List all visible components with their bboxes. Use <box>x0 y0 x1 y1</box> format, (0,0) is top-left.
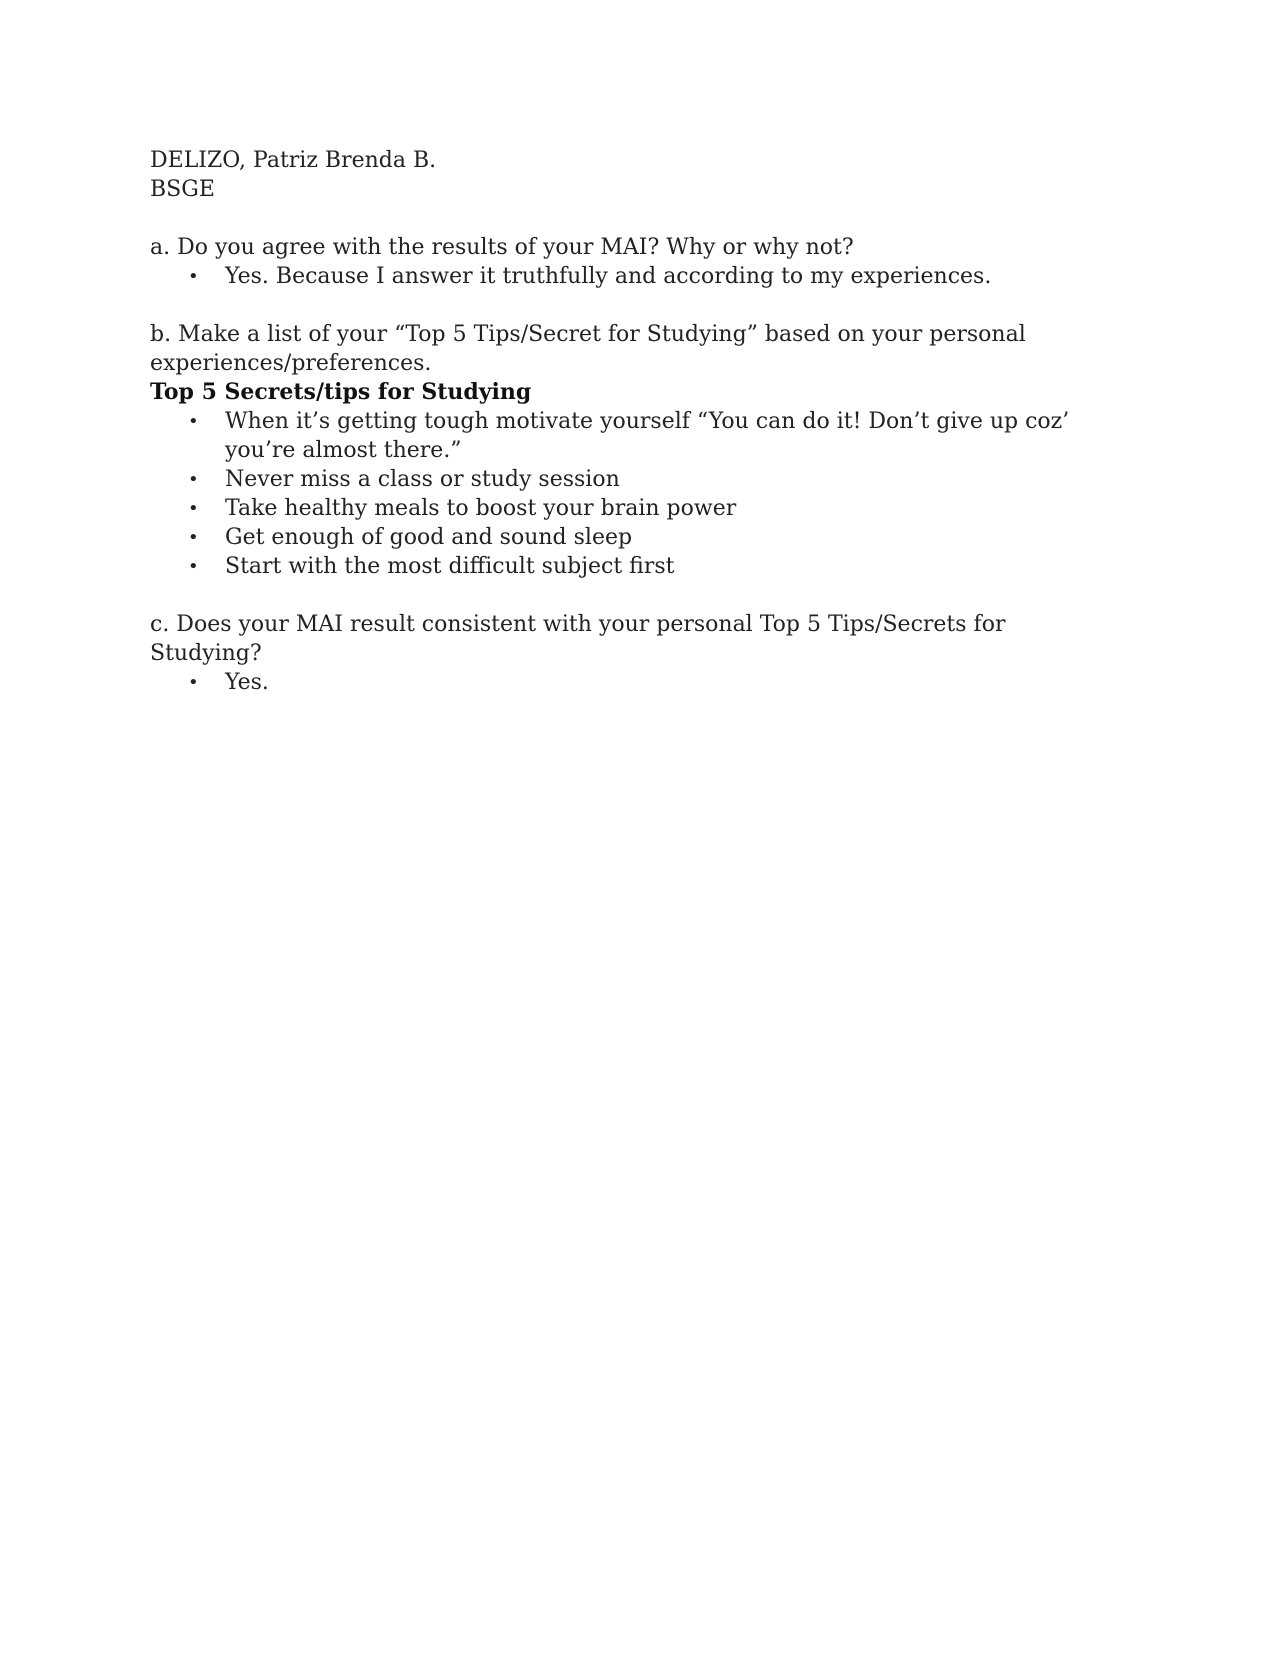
question-c-prompt-line2: Studying? <box>150 641 262 666</box>
list-item <box>150 407 1130 465</box>
document-page <box>150 146 1130 697</box>
list-item <box>150 494 1130 523</box>
question-c-answers <box>150 668 1130 697</box>
bullet-icon: • <box>188 556 199 577</box>
bullet-icon: • <box>188 672 199 693</box>
tip-text: Start with the most difficult subject first <box>225 554 675 579</box>
tip-text: When it’s getting tough motivate yourself “You can do it! Don’t give up coz’ you’re almost there.” <box>225 409 1070 463</box>
list-item <box>150 262 1130 291</box>
bullet-icon: • <box>188 498 199 519</box>
spacer <box>150 581 1130 610</box>
spacer <box>150 291 1130 320</box>
bullet-icon: • <box>188 411 199 432</box>
answer-text: Yes. <box>225 670 269 695</box>
spacer <box>150 204 1130 233</box>
list-item <box>150 465 1130 494</box>
list-item <box>150 552 1130 581</box>
answer-text: Yes. Because I answer it truthfully and according to my experiences. <box>225 264 992 289</box>
list-item <box>150 523 1130 552</box>
student-name: DELIZO, Patriz Brenda B. <box>150 148 437 173</box>
question-b-prompt-line1: b. Make a list of your “Top 5 Tips/Secret for Studying” based on your personal <box>150 322 1026 347</box>
question-a-answers <box>150 262 1130 291</box>
tip-text: Take healthy meals to boost your brain power <box>225 496 737 521</box>
student-program: BSGE <box>150 177 215 202</box>
bullet-icon: • <box>188 469 199 490</box>
question-c-prompt-line1: c. Does your MAI result consistent with your personal Top 5 Tips/Secrets for <box>150 612 1006 637</box>
bullet-icon: • <box>188 266 199 287</box>
tip-text: Never miss a class or study session <box>225 467 620 492</box>
bullet-icon: • <box>188 527 199 548</box>
question-b-prompt-line2: experiences/preferences. <box>150 351 432 376</box>
list-item <box>150 668 1130 697</box>
question-a-prompt: a. Do you agree with the results of your MAI? Why or why not? <box>150 235 854 260</box>
tips-heading: Top 5 Secrets/tips for Studying <box>150 379 532 405</box>
tips-list <box>150 407 1130 581</box>
tip-text: Get enough of good and sound sleep <box>225 525 633 550</box>
